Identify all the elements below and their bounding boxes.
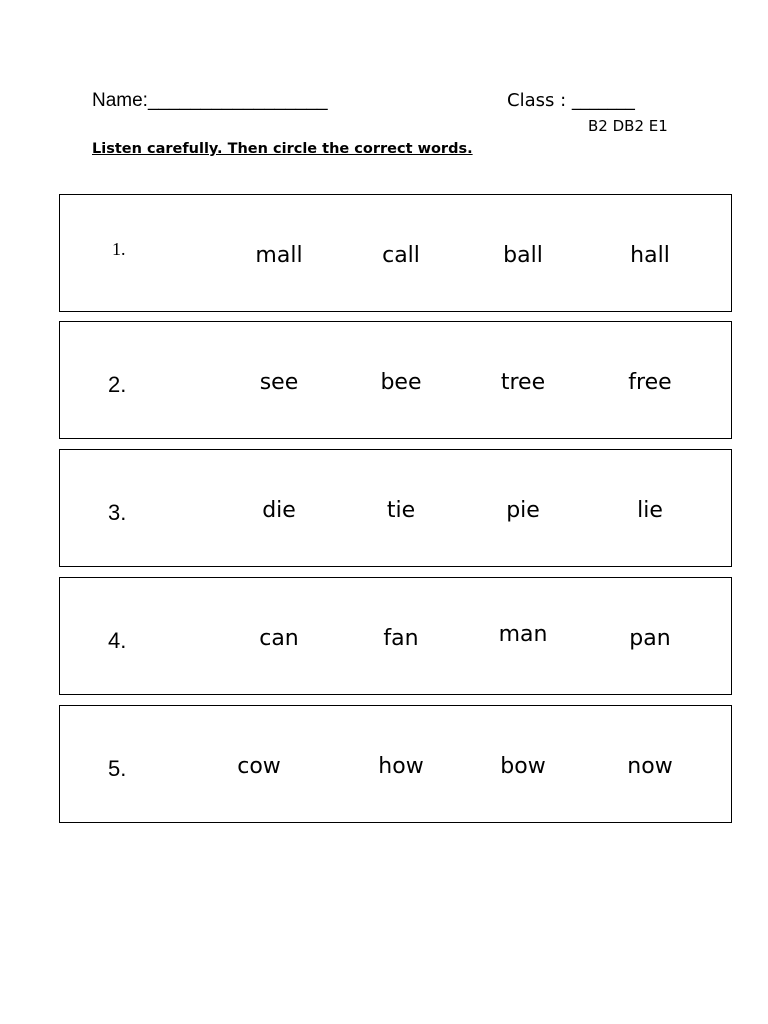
word-option[interactable]: free — [628, 370, 672, 395]
word-option[interactable]: how — [378, 754, 424, 779]
word-option[interactable]: can — [259, 626, 299, 651]
word-option[interactable]: mall — [255, 243, 303, 268]
question-row-2 — [59, 321, 732, 439]
word-option[interactable]: pan — [629, 626, 671, 651]
worksheet-code: B2 DB2 E1 — [588, 117, 668, 135]
word-option[interactable]: tie — [386, 498, 416, 523]
question-row-4 — [59, 577, 732, 695]
class-field[interactable]: Class : _______ — [507, 90, 635, 111]
word-option[interactable]: man — [498, 622, 548, 647]
word-option[interactable]: call — [382, 243, 420, 268]
question-number: 2. — [108, 372, 127, 397]
word-option[interactable]: see — [259, 370, 299, 395]
word-option[interactable]: ball — [503, 243, 543, 268]
question-row-1 — [59, 194, 732, 312]
question-number: 3. — [108, 500, 127, 525]
question-row-5 — [59, 705, 732, 823]
name-field[interactable]: Name:_________________ — [92, 90, 328, 111]
word-option[interactable]: lie — [637, 498, 663, 523]
question-number: 1. — [112, 239, 126, 259]
word-option[interactable]: tree — [500, 370, 546, 395]
question-number: 5. — [108, 756, 127, 781]
word-option[interactable]: bee — [380, 370, 422, 395]
word-option[interactable]: bow — [500, 754, 546, 779]
word-option[interactable]: die — [262, 498, 296, 523]
question-row-3 — [59, 449, 732, 567]
question-number: 4. — [108, 628, 127, 653]
word-option[interactable]: fan — [383, 626, 419, 651]
word-option[interactable]: hall — [630, 243, 670, 268]
instruction-text: Listen carefully. Then circle the correct words. — [92, 141, 473, 157]
word-option[interactable]: cow — [237, 754, 281, 779]
word-option[interactable]: now — [627, 754, 673, 779]
word-option[interactable]: pie — [506, 498, 540, 523]
